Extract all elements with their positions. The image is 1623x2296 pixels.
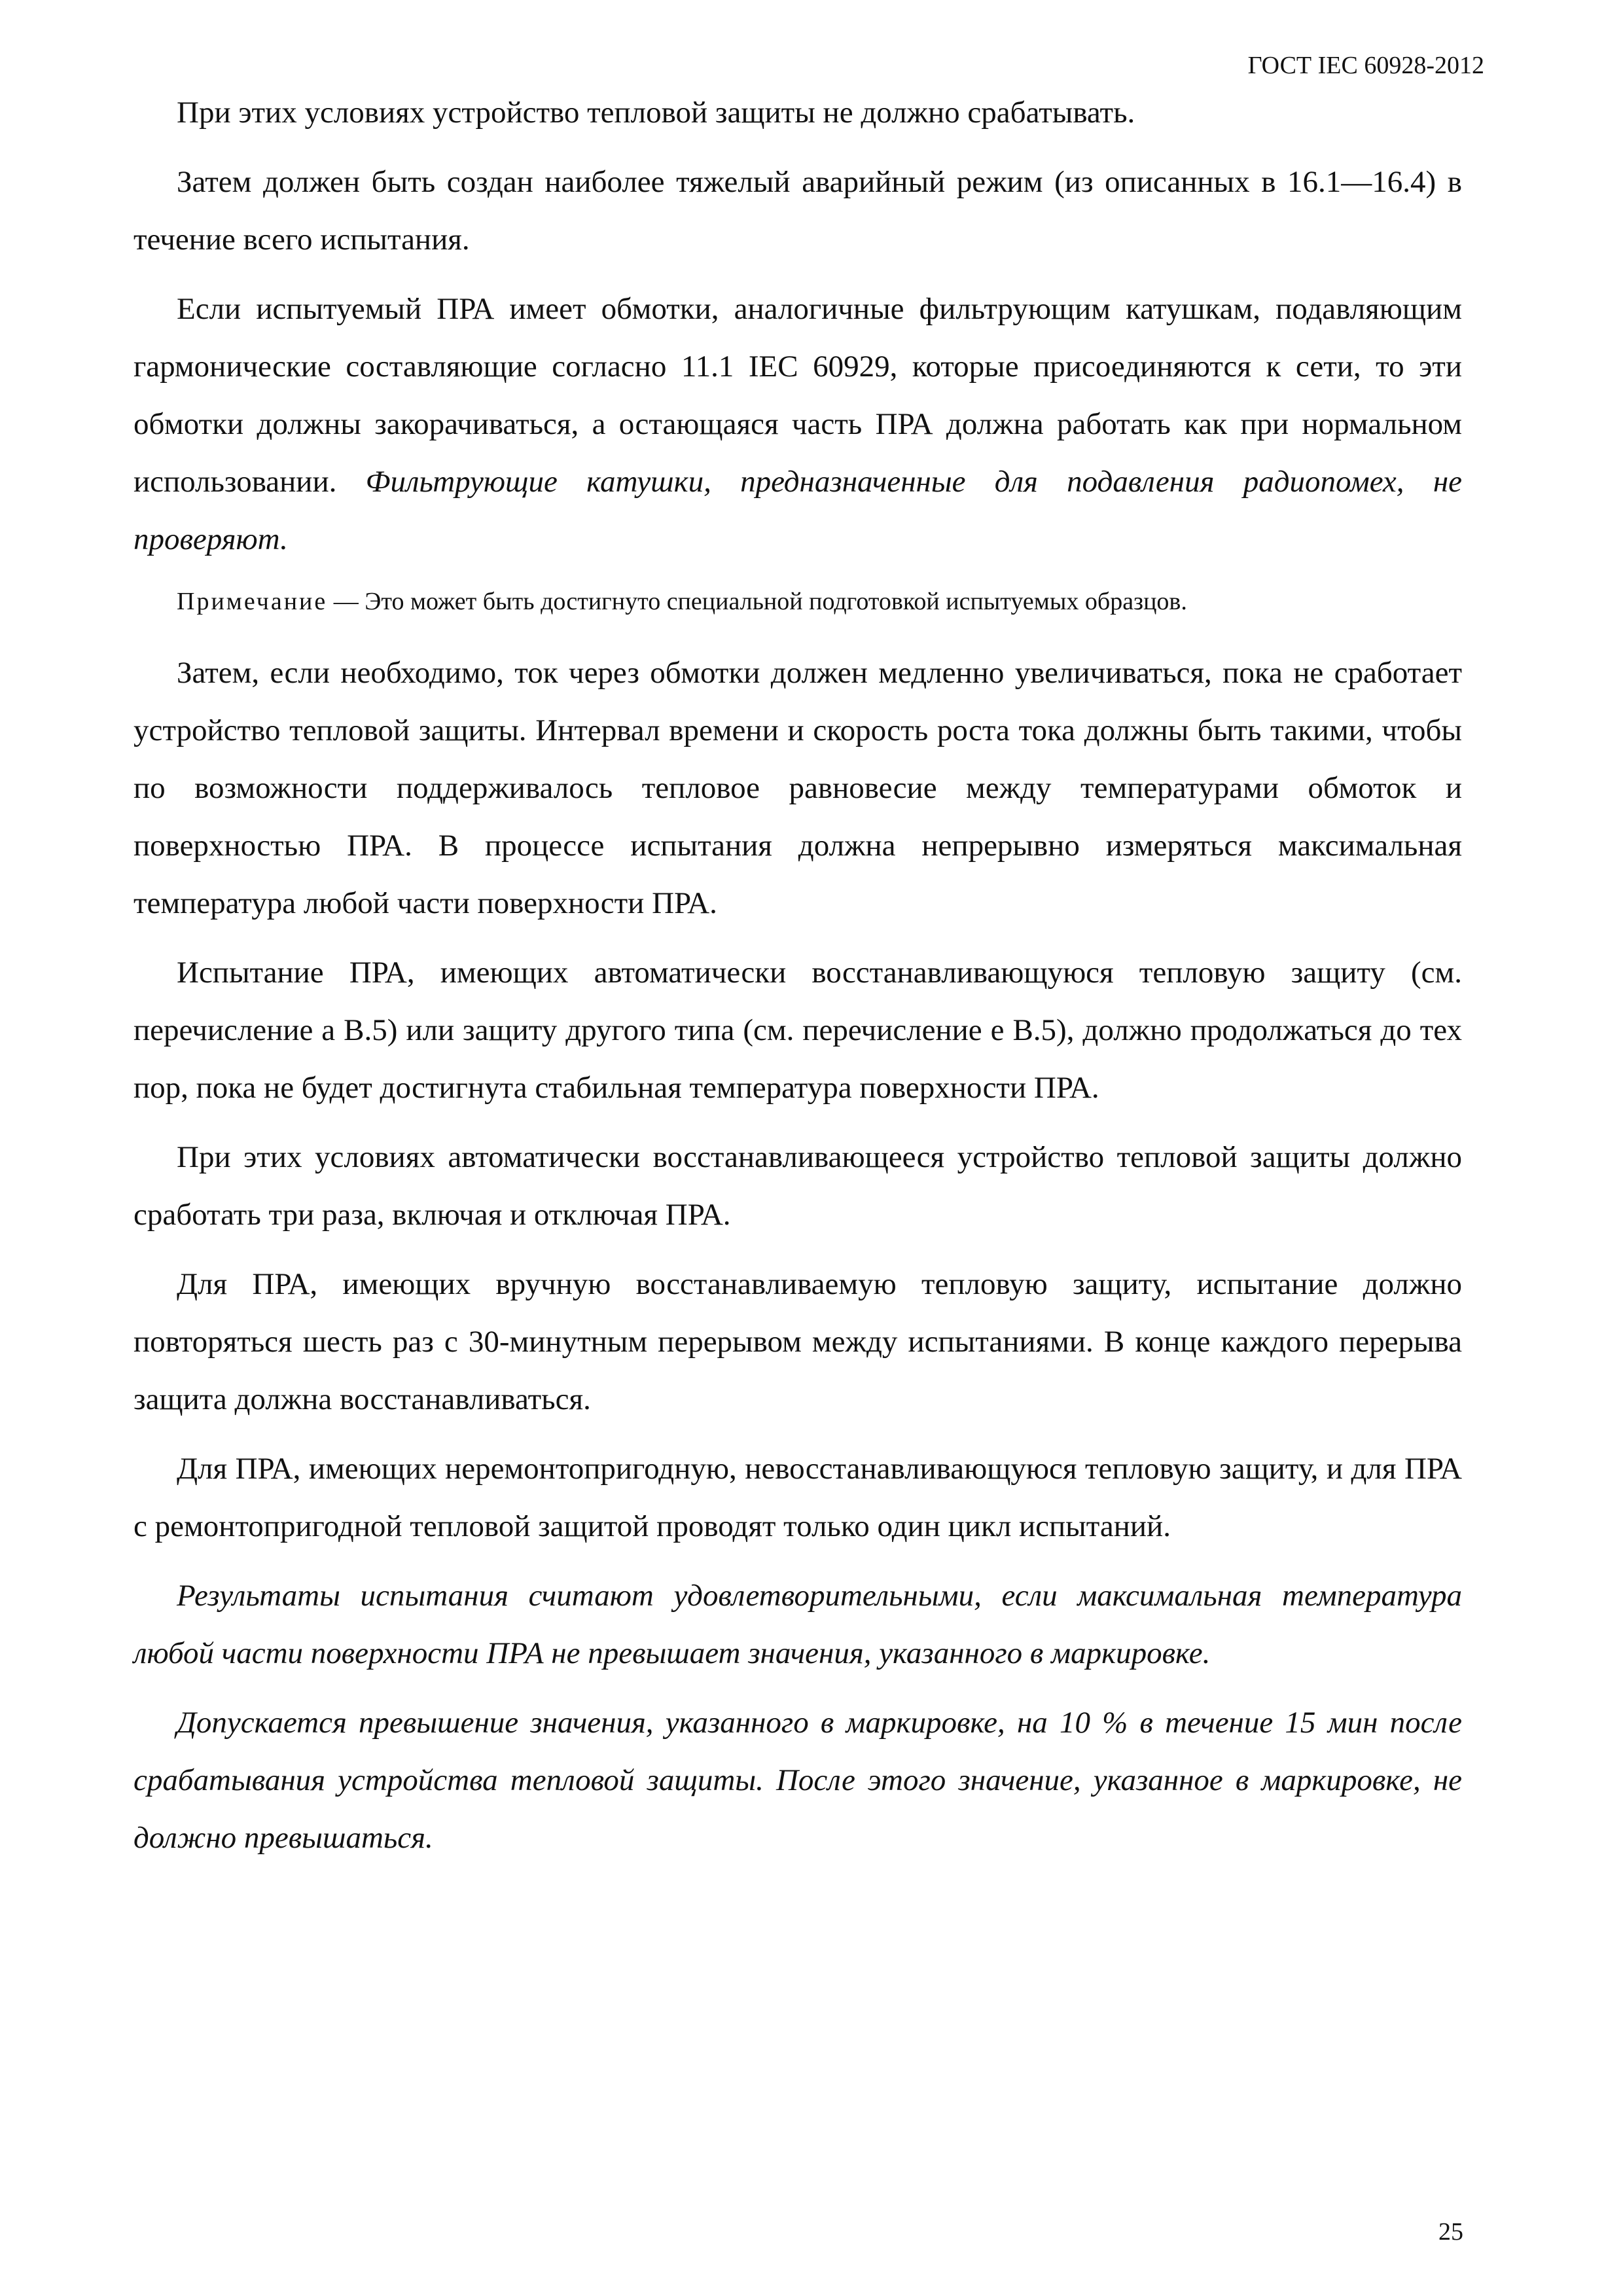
paragraph-three-trips: При этих условиях автоматически восстанавливающееся устройство тепловой защиты должно сработать три раза, включая и отключая ПРА. (134, 1140, 1462, 1232)
note (134, 580, 1462, 639)
paragraph-results-criteria: Результаты испытания считают удовлетворительными, если максимальная температура любой части поверхности ПРА не превышает значения, указанного в маркировке. (134, 1579, 1462, 1670)
paragraph-auto-reset-test: Испытание ПРА, имеющих автоматически восстанавливающуюся тепловую защиту (см. перечисление a B.5) или защиту другого типа (см. перечисление e B.5), должно продолжаться до тех пор, пока не будет достигнута стабильная температура поверхности ПРА. (134, 956, 1462, 1105)
standard-designation: ГОСТ IEC 60928-2012 (1247, 52, 1484, 79)
note-text: — Это может быть достигнуто специальной подготовкой испытуемых образцов. (333, 588, 1187, 615)
paragraph-fault-mode: Затем должен быть создан наиболее тяжелый аварийный режим (из описанных в 16.1—16.4) в течение всего испытания. (134, 165, 1462, 257)
paragraph-single-cycle: Для ПРА, имеющих неремонтопригодную, невосстанавливающуюся тепловую защиту, и для ПРА с ремонтопригодной тепловой защитой проводят только один цикл испытаний. (134, 1452, 1462, 1543)
paragraph-filter-windings-text: Если испытуемый ПРА имеет обмотки, аналогичные фильтрующим катушкам, подавляющим гармонические составляющие согласно 11.1 IEC 60929, которые присоединяются к сети, то эти обмотки должны закорачиваться, а остающаяся часть ПРА должна работать как при нормальном использовании. (134, 292, 1462, 499)
paragraph-filter-windings (134, 280, 1462, 568)
page-number: 25 (1438, 2218, 1463, 2246)
paragraph-filter-windings-italic: Фильтрующие катушки, предназначенные для подавления радиопомех, не проверяют. (134, 465, 1462, 556)
paragraph-manual-reset-test: Для ПРА, имеющих вручную восстанавливаемую тепловую защиту, испытание должно повторяться шесть раз с 30-минутным перерывом между испытаниями. В конце каждого перерыва защита должна восстанавливаться. (134, 1267, 1462, 1416)
paragraph-current-increase: Затем, если необходимо, ток через обмотки должен медленно увеличиваться, пока не сработает устройство тепловой защиты. Интервал времени и скорость роста тока должны быть такими, чтобы по возможности поддерживалось тепловое равновесие между температурами обмоток и поверхностью ПРА. В процессе испытания должна непрерывно измеряться максимальная температура любой части поверхности ПРА. (134, 656, 1462, 920)
paragraph-trip-condition: При этих условиях устройство тепловой защиты не должно срабатывать. (177, 96, 1135, 130)
note-label: Примечание (177, 588, 328, 615)
document-body (134, 84, 1462, 1878)
paragraph-tolerance: Допускается превышение значения, указанного в маркировке, на 10 % в течение 15 мин после срабатывания устройства тепловой защиты. После этого значение, указанное в маркировке, не должно превышаться. (134, 1706, 1462, 1855)
